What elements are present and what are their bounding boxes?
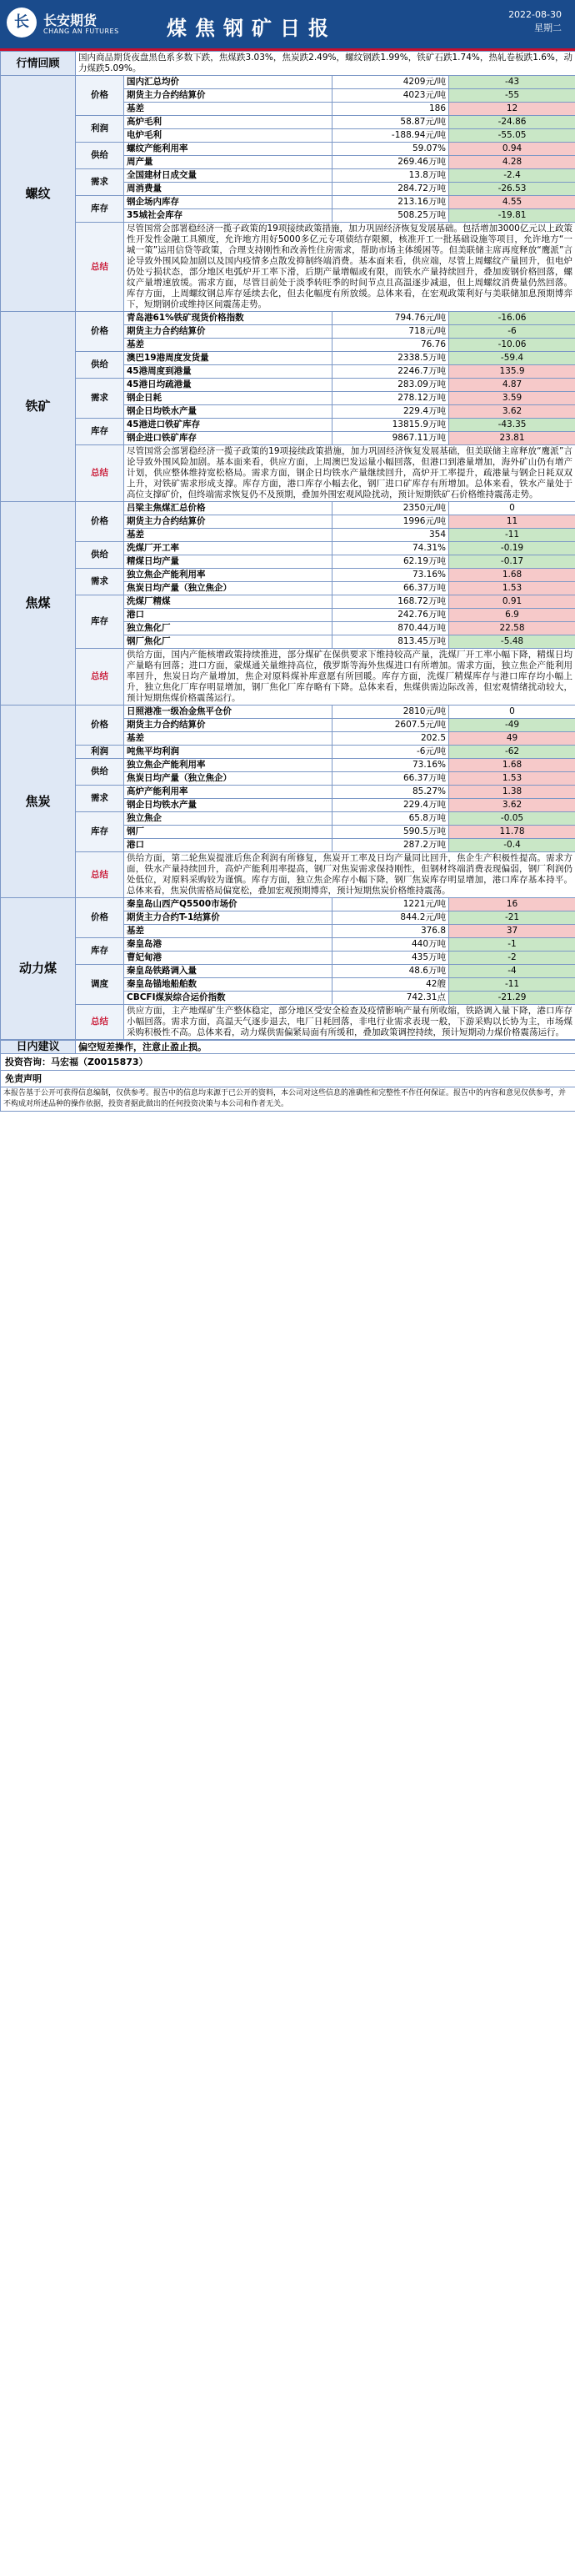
ore-indicator-value: 13815.9万吨 <box>332 419 449 432</box>
ore-indicator-name: 45港周度到港量 <box>124 365 332 379</box>
coking_coal-indicator-name: 洗煤厂精煤 <box>124 595 332 609</box>
rebar-data-row <box>1 76 575 89</box>
rebar-category-label: 供给 <box>76 143 124 169</box>
rebar-category-label: 库存 <box>76 196 124 223</box>
report-header <box>0 0 575 51</box>
thermal-category-label: 价格 <box>76 898 124 938</box>
thermal-indicator-name: 秦皇岛山西产Q5500市场价 <box>124 898 332 911</box>
analyst-text: 投资咨询：马宏福（Z0015873） <box>1 1054 575 1071</box>
coking_coal-indicator-change: 1.53 <box>449 582 575 595</box>
coking_coal-indicator-change: 0.91 <box>449 595 575 609</box>
disclaimer-label: 免责声明 <box>1 1071 575 1087</box>
rebar-indicator-name: 期货主力合约结算价 <box>124 89 332 103</box>
rebar-indicator-change: -26.53 <box>449 183 575 196</box>
coking_coal-indicator-name: 基差 <box>124 529 332 542</box>
ore-indicator-change: -43.35 <box>449 419 575 432</box>
thermal-indicator-change: -4 <box>449 965 575 978</box>
coke-indicator-name: 日照港准一级冶金焦平仓价 <box>124 706 332 719</box>
rebar-indicator-change: -55 <box>449 89 575 103</box>
coke-indicator-name: 钢厂 <box>124 826 332 839</box>
rebar-indicator-name: 电炉毛利 <box>124 129 332 143</box>
ore-data-row <box>1 419 575 432</box>
ore-indicator-change: 23.81 <box>449 432 575 445</box>
rebar-indicator-change: -55.05 <box>449 129 575 143</box>
rebar-indicator-value: 59.07% <box>332 143 449 156</box>
ore-indicator-value: 9867.11万吨 <box>332 432 449 445</box>
coking_coal-category-label: 价格 <box>76 502 124 542</box>
coking_coal-data-row <box>1 542 575 555</box>
rebar-summary-label: 总结 <box>76 223 124 312</box>
ore-category-label: 需求 <box>76 379 124 419</box>
rebar-indicator-name: 全国建材日成交量 <box>124 169 332 183</box>
rebar-indicator-name: 国内汇总均价 <box>124 76 332 89</box>
rebar-indicator-value: 284.72万吨 <box>332 183 449 196</box>
coking_coal-data-row <box>1 595 575 609</box>
coke-indicator-change: 3.62 <box>449 799 575 812</box>
rebar-indicator-value: 4209元/吨 <box>332 76 449 89</box>
rebar-indicator-name: 周产量 <box>124 156 332 169</box>
advice-label: 日内建议 <box>1 1041 76 1054</box>
disclaimer-label-row <box>1 1071 575 1087</box>
company-logo-icon: 长 <box>7 8 37 38</box>
advice-row <box>1 1041 575 1054</box>
ore-indicator-name: 澳巴19港周度发货量 <box>124 352 332 365</box>
thermal-summary-label: 总结 <box>76 1005 124 1040</box>
coking_coal-category-label: 需求 <box>76 569 124 595</box>
thermal-indicator-name: CBCFI煤炭综合运价指数 <box>124 992 332 1005</box>
coke-indicator-value: 73.16% <box>332 759 449 772</box>
coke-indicator-value: 590.5万吨 <box>332 826 449 839</box>
review-row <box>1 52 575 76</box>
rebar-category-label: 利润 <box>76 116 124 143</box>
coke-summary-text: 供给方面，第二轮焦炭提涨后焦企利润有所修复，焦炭开工率及日均产量同比回升，焦企生产积极性提高。需求方面，铁水产量持续回升，高炉产能利用率提高，钢厂对焦炭需求保持刚性，但钢材终端消费表现偏弱，钢厂利润仍处低位，对原料采购较为谨慎。库存方面，独立焦企库存小幅下降，钢厂焦炭库存明显增加，港口库存基本持平。总体来看，焦炭供需格局偏宽松，叠加宏观预期博弈，预计短期焦炭价格维持震荡。 <box>124 852 575 898</box>
coking_coal-data-row <box>1 569 575 582</box>
thermal-summary-row <box>1 1005 575 1040</box>
thermal-indicator-change: 16 <box>449 898 575 911</box>
ore-category-label: 库存 <box>76 419 124 445</box>
coke-indicator-change: 0 <box>449 706 575 719</box>
coke-indicator-name: 基差 <box>124 732 332 746</box>
ore-indicator-change: 4.87 <box>449 379 575 392</box>
ore-indicator-value: 76.76 <box>332 339 449 352</box>
coking_coal-indicator-change: -11 <box>449 529 575 542</box>
coking_coal-indicator-name: 期货主力合约结算价 <box>124 515 332 529</box>
rebar-indicator-change: 12 <box>449 103 575 116</box>
coking_coal-summary-label: 总结 <box>76 649 124 706</box>
rebar-indicator-value: 13.8万吨 <box>332 169 449 183</box>
coke-data-row <box>1 786 575 799</box>
coke-indicator-name: 高炉产能利用率 <box>124 786 332 799</box>
rebar-indicator-value: 213.16万吨 <box>332 196 449 209</box>
ore-indicator-change: 3.59 <box>449 392 575 405</box>
coking_coal-indicator-change: 0 <box>449 502 575 515</box>
coke-indicator-change: -0.05 <box>449 812 575 826</box>
rebar-indicator-name: 周消费量 <box>124 183 332 196</box>
thermal-indicator-name: 秦皇岛锚地船舶数 <box>124 978 332 992</box>
rebar-category-label: 价格 <box>76 76 124 116</box>
coke-indicator-change: 1.38 <box>449 786 575 799</box>
rebar-indicator-change: -24.86 <box>449 116 575 129</box>
ore-summary-text: 尽管国常会部署稳经济一揽子政策的19项接续政策措施，加力巩固经济恢复发展基础，但美联储主席释放“鹰派”言论导致外围风险加剧。基本面来看，供应方面，上周澳巴发运量小幅回落，但港口到港量增加，海外矿山仍有增产计划，供应整体维持宽松格局。需求方面，钢企日均铁水产量继续回升，高炉开工率提升，疏港量与钢企日耗双双上升，对铁矿需求形成支撑。库存方面，港口库存小幅去化，钢厂进口矿库存有所增加。总体来看，铁水产量处于高位支撑矿价，但终端需求恢复仍不及预期，叠加外围宏观风险扰动，预计短期铁矿石价格维持震荡走势。 <box>124 445 575 502</box>
ore-summary-row <box>1 445 575 502</box>
coking_coal-indicator-name: 独立焦化厂 <box>124 622 332 635</box>
coking_coal-indicator-value: 1996元/吨 <box>332 515 449 529</box>
coking_coal-data-row <box>1 502 575 515</box>
coke-indicator-value: 202.5 <box>332 732 449 746</box>
coke-indicator-value: 85.27% <box>332 786 449 799</box>
coking_coal-indicator-value: 813.45万吨 <box>332 635 449 649</box>
rebar-indicator-value: 508.25万吨 <box>332 209 449 223</box>
ore-indicator-name: 基差 <box>124 339 332 352</box>
ore-indicator-change: -59.4 <box>449 352 575 365</box>
thermal-data-row <box>1 965 575 978</box>
report-weekday: 星期二 <box>534 23 562 33</box>
coke-indicator-change: 49 <box>449 732 575 746</box>
thermal-indicator-change: -21 <box>449 911 575 925</box>
brand-name: 长安期货 <box>43 13 98 28</box>
thermal-section-label: 动力煤 <box>1 898 76 1040</box>
rebar-indicator-name: 高炉毛利 <box>124 116 332 129</box>
thermal-category-label: 库存 <box>76 938 124 965</box>
thermal-indicator-change: 37 <box>449 925 575 938</box>
ore-indicator-name: 钢企日耗 <box>124 392 332 405</box>
ore-indicator-name: 钢企进口铁矿库存 <box>124 432 332 445</box>
coke-indicator-change: 1.68 <box>449 759 575 772</box>
coke-indicator-change: -62 <box>449 746 575 759</box>
ore-data-row <box>1 312 575 325</box>
coking_coal-indicator-name: 钢厂焦化厂 <box>124 635 332 649</box>
coking_coal-indicator-value: 168.72万吨 <box>332 595 449 609</box>
rebar-indicator-change: 0.94 <box>449 143 575 156</box>
coking_coal-indicator-value: 242.76万吨 <box>332 609 449 622</box>
rebar-indicator-name: 螺纹产能利用率 <box>124 143 332 156</box>
ore-indicator-name: 45港日均疏港量 <box>124 379 332 392</box>
rebar-indicator-value: 186 <box>332 103 449 116</box>
ore-indicator-change: -16.06 <box>449 312 575 325</box>
coking_coal-section-label: 焦煤 <box>1 502 76 706</box>
coking_coal-indicator-value: 2350元/吨 <box>332 502 449 515</box>
ore-indicator-change: 3.62 <box>449 405 575 419</box>
rebar-indicator-change: 4.28 <box>449 156 575 169</box>
coke-indicator-name: 独立焦企 <box>124 812 332 826</box>
coke-section-label: 焦炭 <box>1 706 76 898</box>
ore-indicator-change: -10.06 <box>449 339 575 352</box>
rebar-indicator-change: 4.55 <box>449 196 575 209</box>
rebar-summary-row <box>1 223 575 312</box>
coke-indicator-change: -49 <box>449 719 575 732</box>
thermal-data-row <box>1 938 575 952</box>
coking_coal-indicator-name: 精煤日均产量 <box>124 555 332 569</box>
coke-indicator-value: 2607.5元/吨 <box>332 719 449 732</box>
disclaimer-row <box>1 1087 575 1112</box>
coke-indicator-value: 287.2万吨 <box>332 839 449 852</box>
coking_coal-summary-row <box>1 649 575 706</box>
coking_coal-indicator-value: 74.31% <box>332 542 449 555</box>
disclaimer-text: 本报告基于公开可获得信息编制，仅供参考。报告中的信息均来源于已公开的资料，本公司对这些信息的准确性和完整性不作任何保证。报告中的内容和意见仅供参考，并不构成对所述品种的操作依据，投资者据此做出的任何投资决策与本公司和作者无关。 <box>1 1087 575 1112</box>
rebar-data-row <box>1 196 575 209</box>
thermal-indicator-value: 435万吨 <box>332 952 449 965</box>
coking_coal-indicator-change: 1.68 <box>449 569 575 582</box>
ore-indicator-name: 青岛港61%铁矿现货价格指数 <box>124 312 332 325</box>
thermal-summary-text: 供应方面，主产地煤矿生产整体稳定，部分地区受安全检查及疫情影响产量有所收缩，铁路调入量下降，港口库存小幅回落。需求方面，高温天气逐步退去，电厂日耗回落，非电行业需求表现一般，下游采购以长协为主，市场煤采购积极性不高。总体来看，动力煤供需偏紧局面有所缓和，叠加政策调控持续，预计短期动力煤价格震荡运行。 <box>124 1005 575 1040</box>
thermal-indicator-value: 48.6万吨 <box>332 965 449 978</box>
thermal-indicator-value: 742.31点 <box>332 992 449 1005</box>
coking_coal-indicator-change: -0.19 <box>449 542 575 555</box>
thermal-indicator-name: 秦皇岛铁路调入量 <box>124 965 332 978</box>
report-table <box>0 51 575 1040</box>
coking_coal-indicator-value: 66.37万吨 <box>332 582 449 595</box>
rebar-indicator-name: 钢企场内库存 <box>124 196 332 209</box>
thermal-indicator-change: -1 <box>449 938 575 952</box>
ore-indicator-value: 229.4万吨 <box>332 405 449 419</box>
coke-category-label: 价格 <box>76 706 124 746</box>
coke-indicator-value: 65.8万吨 <box>332 812 449 826</box>
ore-summary-label: 总结 <box>76 445 124 502</box>
rebar-data-row <box>1 143 575 156</box>
rebar-category-label: 需求 <box>76 169 124 196</box>
ore-category-label: 供给 <box>76 352 124 379</box>
coke-data-row <box>1 812 575 826</box>
coking_coal-indicator-change: -0.17 <box>449 555 575 569</box>
ore-data-row <box>1 352 575 365</box>
thermal-indicator-value: 42艘 <box>332 978 449 992</box>
coking_coal-indicator-change: 6.9 <box>449 609 575 622</box>
coke-indicator-change: -0.4 <box>449 839 575 852</box>
coking_coal-indicator-name: 独立焦企产能利用率 <box>124 569 332 582</box>
coke-indicator-name: 独立焦企产能利用率 <box>124 759 332 772</box>
report-date: 2022-08-30 <box>508 9 562 20</box>
coke-summary-row <box>1 852 575 898</box>
ore-indicator-value: 2246.7万吨 <box>332 365 449 379</box>
ore-indicator-value: 2338.5万吨 <box>332 352 449 365</box>
rebar-indicator-value: 58.87元/吨 <box>332 116 449 129</box>
thermal-indicator-value: 440万吨 <box>332 938 449 952</box>
coke-indicator-name: 期货主力合约结算价 <box>124 719 332 732</box>
ore-indicator-value: 283.09万吨 <box>332 379 449 392</box>
ore-indicator-value: 278.12万吨 <box>332 392 449 405</box>
footer-table <box>0 1040 575 1112</box>
report-title: 煤焦钢矿日报 <box>167 17 337 40</box>
rebar-indicator-change: -2.4 <box>449 169 575 183</box>
ore-section-label: 铁矿 <box>1 312 76 502</box>
advice-text: 偏空短差操作，注意止盈止损。 <box>76 1041 575 1054</box>
coke-indicator-name: 焦炭日均产量（独立焦企） <box>124 772 332 786</box>
rebar-section-label: 螺纹 <box>1 76 76 312</box>
rebar-data-row <box>1 116 575 129</box>
coke-data-row <box>1 746 575 759</box>
thermal-indicator-name: 基差 <box>124 925 332 938</box>
coking_coal-indicator-value: 73.16% <box>332 569 449 582</box>
rebar-indicator-name: 35城社会库存 <box>124 209 332 223</box>
coking_coal-indicator-value: 354 <box>332 529 449 542</box>
thermal-data-row <box>1 898 575 911</box>
coking_coal-indicator-name: 焦炭日均产量（独立焦企） <box>124 582 332 595</box>
coking_coal-summary-text: 供给方面，国内产能核增政策持续推进，部分煤矿在保供要求下维持较高产量，洗煤厂开工率小幅下降，精煤日均产量略有回落；进口方面，蒙煤通关量维持高位，俄罗斯等海外焦煤进口有所增加。需求方面，独立焦企产能利用率回升，焦炭日均产量增加，焦企对原料煤补库意愿有所回暖。库存方面，洗煤厂精煤库存与港口库存均小幅上升，独立焦化厂库存明显增加，钢厂焦化厂库存略有下降。总体来看，焦煤供需边际改善，但宏观情绪扰动较大，预计短期焦煤价格震荡运行。 <box>124 649 575 706</box>
coke-data-row <box>1 706 575 719</box>
brand-name-en: CHANG AN FUTURES <box>43 28 119 35</box>
coke-indicator-change: 1.53 <box>449 772 575 786</box>
coke-indicator-name: 港口 <box>124 839 332 852</box>
ore-indicator-name: 45港进口铁矿库存 <box>124 419 332 432</box>
rebar-indicator-value: 4023元/吨 <box>332 89 449 103</box>
thermal-indicator-value: 376.8 <box>332 925 449 938</box>
coking_coal-category-label: 供给 <box>76 542 124 569</box>
coking_coal-category-label: 库存 <box>76 595 124 649</box>
coking_coal-indicator-change: -5.48 <box>449 635 575 649</box>
coke-data-row <box>1 759 575 772</box>
coke-indicator-value: 229.4万吨 <box>332 799 449 812</box>
coking_coal-indicator-name: 吕梁主焦煤汇总价格 <box>124 502 332 515</box>
ore-indicator-change: 135.9 <box>449 365 575 379</box>
coke-indicator-value: -6元/吨 <box>332 746 449 759</box>
coke-category-label: 供给 <box>76 759 124 786</box>
thermal-indicator-value: 1221元/吨 <box>332 898 449 911</box>
review-text: 国内商品期货夜盘黑色系多数下跌，焦煤跌3.03%，焦炭跌2.49%，螺纹钢跌1.99%，铁矿石跌1.74%，热轧卷板跌1.6%，动力煤跌5.09%。 <box>76 52 575 76</box>
ore-indicator-name: 钢企日均铁水产量 <box>124 405 332 419</box>
coke-category-label: 库存 <box>76 812 124 852</box>
ore-data-row <box>1 379 575 392</box>
coke-indicator-value: 2810元/吨 <box>332 706 449 719</box>
coke-indicator-value: 66.37万吨 <box>332 772 449 786</box>
coking_coal-indicator-change: 11 <box>449 515 575 529</box>
thermal-indicator-value: 844.2元/吨 <box>332 911 449 925</box>
rebar-indicator-value: -188.94元/吨 <box>332 129 449 143</box>
coke-category-label: 需求 <box>76 786 124 812</box>
coking_coal-indicator-name: 洗煤厂开工率 <box>124 542 332 555</box>
report-date-block <box>508 8 562 35</box>
coking_coal-indicator-value: 870.44万吨 <box>332 622 449 635</box>
ore-indicator-value: 718元/吨 <box>332 325 449 339</box>
coking_coal-indicator-name: 港口 <box>124 609 332 622</box>
thermal-indicator-name: 期货主力合约T-1结算价 <box>124 911 332 925</box>
coke-summary-label: 总结 <box>76 852 124 898</box>
thermal-indicator-name: 曹妃甸港 <box>124 952 332 965</box>
rebar-indicator-change: -19.81 <box>449 209 575 223</box>
coking_coal-indicator-value: 62.19万吨 <box>332 555 449 569</box>
rebar-indicator-change: -43 <box>449 76 575 89</box>
thermal-indicator-change: -11 <box>449 978 575 992</box>
thermal-indicator-change: -2 <box>449 952 575 965</box>
rebar-data-row <box>1 169 575 183</box>
thermal-indicator-name: 秦皇岛港 <box>124 938 332 952</box>
rebar-indicator-value: 269.46万吨 <box>332 156 449 169</box>
analyst-row <box>1 1054 575 1071</box>
ore-indicator-name: 期货主力合约结算价 <box>124 325 332 339</box>
ore-indicator-value: 794.76元/吨 <box>332 312 449 325</box>
ore-indicator-change: -6 <box>449 325 575 339</box>
ore-category-label: 价格 <box>76 312 124 352</box>
rebar-summary-text: 尽管国常会部署稳经济一揽子政策的19项接续政策措施，加力巩固经济恢复发展基础。包括增加3000亿元以上政策性开发性金融工具额度，允许地方用好5000多亿元专项债结存限额，核准开工一批基础设施等项目，允许地方“一城一策”运用信贷等政策，合理支持刚性和改善性住房需求，帮助市场主体缓困等。但美联储主席再度释放“鹰派”言论导致外围风险加剧以及国内疫情多点散发抑制终端消费。基本面来看，供应端，尽管上周螺纹产量回升，但电炉仍处亏损状态，部分地区电弧炉开工率下滑，后期产量增幅或有限，而铁水产量持续回升，叠加废钢价格回落，螺纹产量增速放缓。需求方面，尽管目前处于淡季转旺季的时间节点且高温逐步减退，但上周螺纹消费量仍然回落。库存方面，上周螺纹钢总库存延续去化，但去化幅度有所放缓。总体来看，在宏观政策利好与美联储加息预期博弈下，短期钢价或维持区间震荡走势。 <box>124 223 575 312</box>
rebar-indicator-name: 基差 <box>124 103 332 116</box>
coke-indicator-change: 11.78 <box>449 826 575 839</box>
thermal-indicator-change: -21.29 <box>449 992 575 1005</box>
coking_coal-indicator-change: 22.58 <box>449 622 575 635</box>
coke-indicator-name: 吨焦平均利润 <box>124 746 332 759</box>
review-label: 行情回顾 <box>1 52 76 76</box>
coke-category-label: 利润 <box>76 746 124 759</box>
thermal-category-label: 调度 <box>76 965 124 1005</box>
coke-indicator-name: 钢企日均铁水产量 <box>124 799 332 812</box>
